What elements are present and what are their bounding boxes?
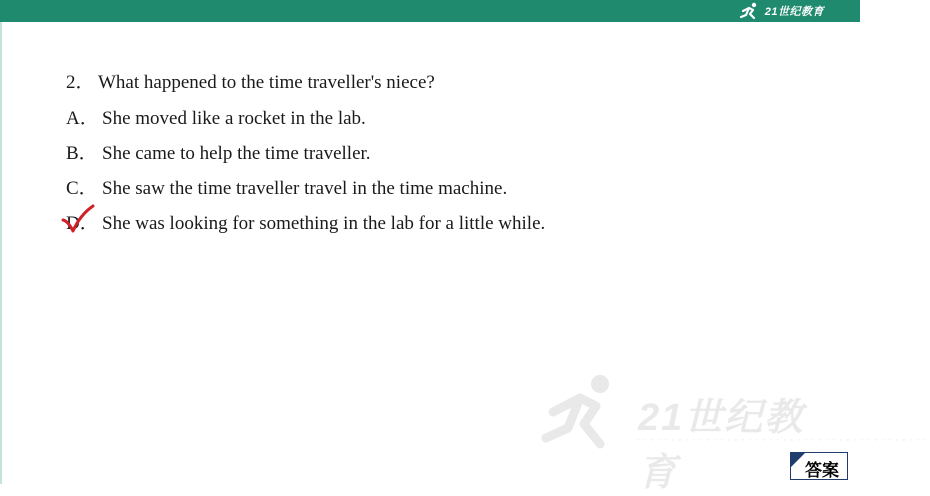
logo-text: 21世纪教育: [764, 6, 824, 18]
answer-button-label: 答案: [805, 461, 839, 481]
question-block: [66, 70, 826, 246]
question-number: 2．: [66, 72, 95, 93]
runner-logo-icon: [739, 2, 761, 20]
left-border: [0, 22, 2, 484]
option-letter: C．: [66, 178, 98, 199]
option-letter: B．: [66, 143, 98, 164]
question-text: What happened to the time traveller's niece?: [98, 72, 435, 93]
option-letter: A．: [66, 108, 99, 129]
option-d: [66, 211, 826, 237]
watermark-text: 21世纪教育: [638, 397, 805, 494]
option-c: [66, 176, 826, 202]
option-text: She saw the time traveller travel in the time machine.: [102, 178, 508, 199]
option-b: [66, 141, 826, 167]
option-text: She came to help the time traveller.: [102, 143, 371, 164]
question-stem: [66, 70, 826, 96]
watermark-url-dots: ··········································: [636, 432, 930, 446]
option-text: She moved like a rocket in the lab.: [102, 108, 366, 129]
top-bar: [0, 0, 860, 22]
correct-check-icon: [60, 203, 96, 235]
option-text: She was looking for something in the lab for a little while.: [102, 213, 546, 234]
brand-logo: [739, 1, 824, 21]
watermark-runner-icon: [538, 372, 628, 452]
option-a: [66, 106, 826, 132]
answer-button[interactable]: [790, 452, 848, 480]
corner-triangle-icon: [791, 453, 805, 467]
option-letter: D．: [66, 213, 99, 234]
